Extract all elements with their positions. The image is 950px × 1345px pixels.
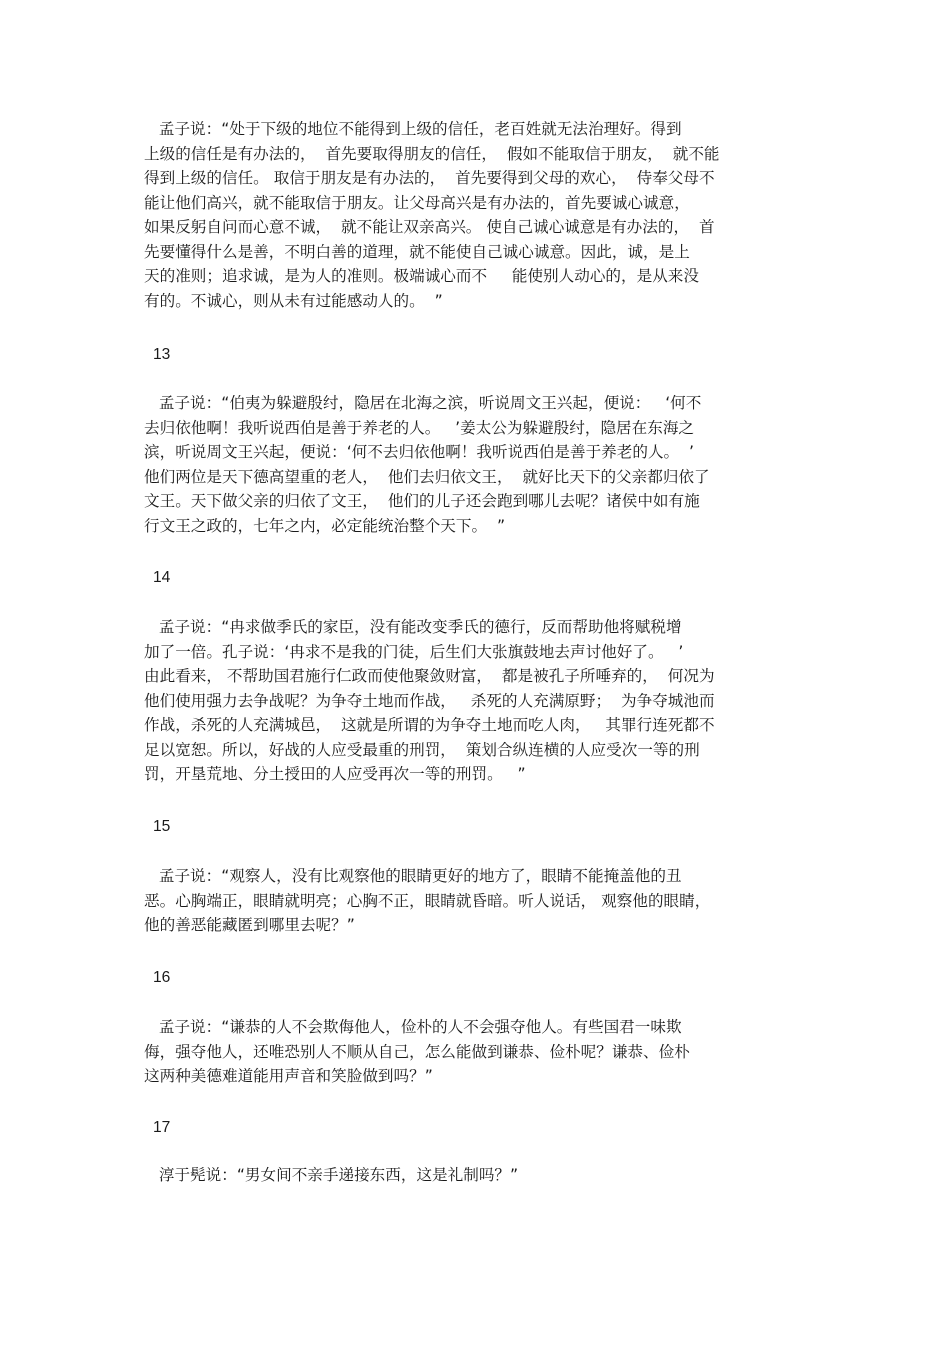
paragraph-section-12 [144,117,806,313]
paragraph-section-15 [144,864,806,938]
text-line: 侮，强夺他人，还唯恐别人不顺从自己，怎么能做到谦恭、俭朴呢？谦恭、俭朴 [144,1042,690,1061]
text-line: 罚，开垦荒地、分土授田的人应受再次一等的刑罚。 ” [144,765,526,783]
text-line: 孟子说：“谦恭的人不会欺侮他人，俭朴的人不会强夺他人。有些国君一味欺 [144,1018,682,1036]
paragraph-section-13 [144,391,806,538]
text-line: 如果反躬自问而心意不诚， 就不能让双亲高兴。 使自己诚心诚意是有办法的， 首 [144,218,715,236]
paragraph-section-16 [144,1015,806,1089]
text-line: 作战，杀死的人充满城邑， 这就是所谓的为争夺土地而吃人肉， 其罪行连死都不 [144,716,715,734]
text-line: 得到上级的信任。 取信于朋友是有办法的， 首先要得到父母的欢心， 侍奉父母不 [144,169,715,187]
text-line: 他的善恶能藏匿到哪里去呢？” [144,916,355,934]
text-line: 滨，听说周文王兴起，便说：‘何不去归依他啊！我听说西伯是善于养老的人。 ’ [144,443,695,461]
paragraph-section-17 [144,1163,806,1188]
text-line: 足以宽恕。所以，好战的人应受最重的刑罚， 策划合纵连横的人应受次一等的刑 [144,740,700,759]
text-line: 这两种美德难道能用声音和笑脸做到吗？” [144,1067,433,1085]
text-line: 上级的信任是有办法的， 首先要取得朋友的信任， 假如不能取信于朋友， 就不能 [144,144,720,163]
text-line: 天的准则；追求诚，是为人的准则。极端诚心而不 能使别人动心的，是从来没 [144,267,699,285]
paragraph-section-14 [144,615,806,787]
text-line: 他们两位是天下德高望重的老人， 他们去归依文王， 就好比天下的父亲都归依了 [144,467,710,486]
text-line: 文王。天下做父亲的归依了文王， 他们的儿子还会跑到哪儿去呢？诸侯中如有施 [144,492,700,510]
section-number: 13 [153,346,171,363]
text-line: 淳于髡说：“男女间不亲手递接东西，这是礼制吗？” [144,1166,519,1184]
text-line: 有的。不诚心，则从未有过能感动人的。 ” [144,291,443,310]
section-number: 15 [153,818,171,835]
text-line: 行文王之政的，七年之内，必定能统治整个天下。 ” [144,516,506,535]
text-line: 加了一倍。孔子说：‘冉求不是我的门徒，后生们大张旗鼓地去声讨他好了。 ’ [144,642,684,661]
text-line: 孟子说：“冉求做季氏的家臣，没有能改变季氏的德行，反而帮助他将赋税增 [144,618,682,636]
section-number: 16 [153,969,171,986]
section-number: 17 [153,1119,171,1136]
text-line: 孟子说：“处于下级的地位不能得到上级的信任，老百姓就无法治理好。得到 [144,120,682,138]
text-line: 由此看来， 不帮助国君施行仁政而使他聚敛财富， 都是被孔子所唾弃的， 何况为 [144,667,715,685]
text-line: 能让他们高兴，就不能取信于朋友。让父母高兴是有办法的，首先要诚心诚意， [144,193,690,212]
text-line: 恶。心胸端正，眼睛就明亮；心胸不正，眼睛就昏暗。听人说话， 观察他的眼睛， [144,891,711,910]
text-line: 先要懂得什么是善，不明白善的道理，就不能使自己诚心诚意。因此，诚，是上 [144,242,690,261]
section-number: 14 [153,569,171,586]
text-line: 他们使用强力去争战呢？为争夺土地而作战， 杀死的人充满原野； 为争夺城池而 [144,691,715,710]
text-line: 孟子说：“观察人，没有比观察他的眼睛更好的地方了，眼睛不能掩盖他的丑 [144,867,682,885]
text-line: 去归依他啊！我听说西伯是善于养老的人。 ’姜太公为躲避殷纣，隐居在东海之 [144,418,695,437]
text-line: 孟子说：“伯夷为躲避殷纣，隐居在北海之滨，听说周文王兴起，便说： ‘何不 [144,394,702,412]
